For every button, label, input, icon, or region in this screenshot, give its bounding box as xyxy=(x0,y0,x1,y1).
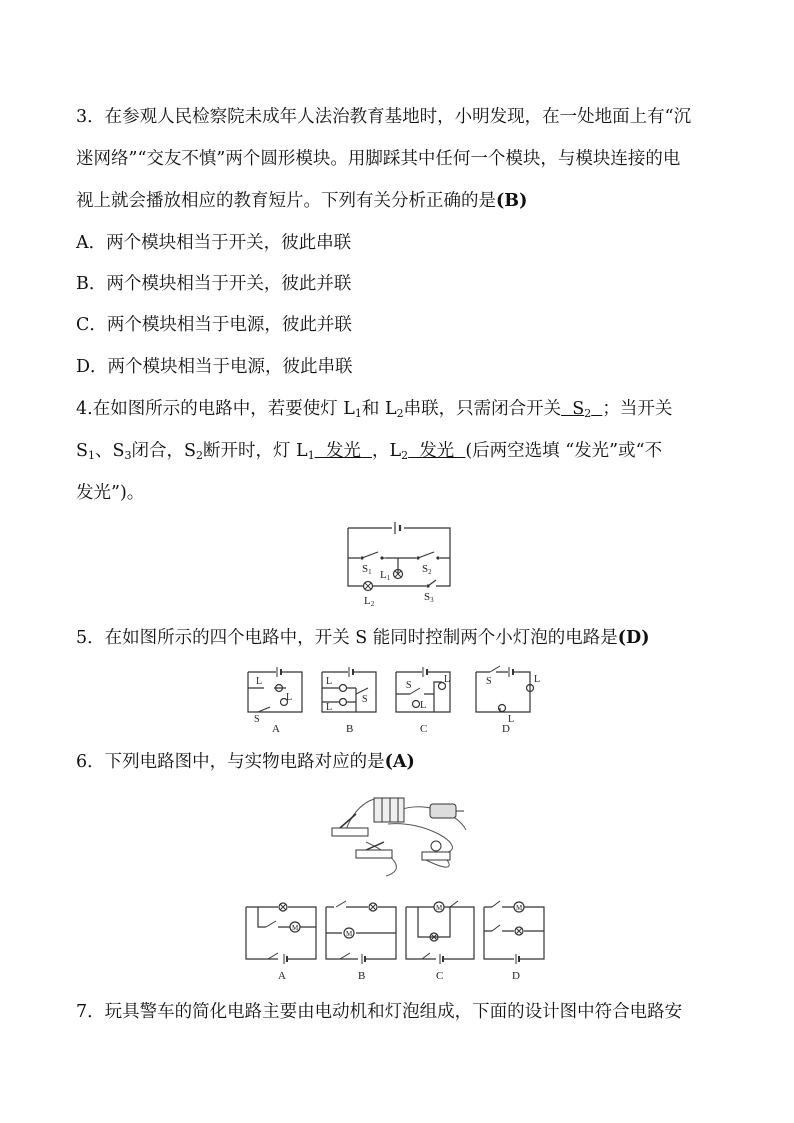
q4-text: 和 L xyxy=(361,399,397,419)
switch-s2-icon xyxy=(416,552,439,560)
lamp-l2-icon xyxy=(364,582,373,591)
q3-line-3 xyxy=(76,180,740,222)
q5-circuit-c xyxy=(396,667,450,735)
q4-text: 串联，只需闭合开关 xyxy=(403,399,562,419)
q6-circuits xyxy=(238,893,550,983)
q5-b-l1-label: L xyxy=(326,676,333,687)
q6-stem: 6．下列电路图中，与实物电路对应的是 xyxy=(76,752,385,772)
q5-a-l1-label: L xyxy=(256,676,263,687)
q4-circuit-diagram xyxy=(340,516,460,606)
q4-blank-1 xyxy=(561,399,602,419)
q5-b-s-label: S xyxy=(362,694,368,705)
q3-option-a: A．两个模块相当于开关，彼此串联 xyxy=(76,233,352,253)
q5-b-l2-label: L xyxy=(326,702,333,713)
q4-line-3: 发光”)。 xyxy=(76,483,145,503)
q6-circuit-c xyxy=(406,901,474,982)
q5-label-c: C xyxy=(420,723,428,735)
q6-answer: (A) xyxy=(384,752,415,772)
q4-text: 、S xyxy=(95,441,125,461)
q6-d-motor-label: M xyxy=(516,904,523,912)
q4-text: ；当开关 xyxy=(602,399,673,419)
q5-circuit-d xyxy=(476,666,540,735)
q5-a-s-label: S xyxy=(254,714,260,725)
q5-c-l1-label: L xyxy=(420,700,427,711)
q6-circuit-d xyxy=(484,901,544,982)
q3-option-b: B．两个模块相当于开关，彼此并联 xyxy=(76,274,352,294)
q6-line-1 xyxy=(76,741,740,783)
q5-c-l2-label: L xyxy=(444,674,451,685)
motor-icon xyxy=(430,804,464,818)
label-s1: S1 xyxy=(362,563,372,576)
switch-icon xyxy=(356,842,392,858)
q5-circuit-a xyxy=(248,667,302,735)
q4-sub: 2 xyxy=(396,407,404,420)
label-l1: L1 xyxy=(380,569,391,582)
q4-text: ，L xyxy=(371,441,402,461)
q5-d-l2-label: L xyxy=(534,674,541,685)
q4-sub: 1 xyxy=(307,449,315,462)
q4-text: (后两空选填 “发光”或“不 xyxy=(465,441,663,461)
q4-sub: 3 xyxy=(124,449,132,462)
q5-d-l1-label: L xyxy=(508,714,515,725)
q5-d-s-label: S xyxy=(486,676,492,687)
q3-stem-end: 视上就会播放相应的教育短片。下列有关分析正确的是 xyxy=(76,191,496,211)
q4-blank-1-text: S xyxy=(561,399,585,419)
battery-icon xyxy=(395,522,400,534)
q4-blank-1-tail xyxy=(591,399,602,419)
q5-line-1 xyxy=(76,617,740,659)
q4-sub: 2 xyxy=(196,449,203,462)
q3-answer: (B) xyxy=(496,191,528,211)
q5-circuits xyxy=(244,664,554,736)
q4-line-2 xyxy=(76,430,740,472)
q6-circuit-a xyxy=(246,903,316,982)
q3-line-1: 3．在参观人民检察院未成年人法治教育基地时，小明发现，在一处地面上有“沉 xyxy=(76,107,692,127)
q6-b-motor-label: M xyxy=(346,930,353,938)
q3-option-c: C．两个模块相当于电源，彼此并联 xyxy=(76,315,352,335)
q5-circuit-b xyxy=(322,667,376,735)
q4-text: 4.在如图所示的电路中，若要使灯 L xyxy=(76,399,355,419)
q5-label-b: B xyxy=(346,723,354,735)
q4-text: S xyxy=(76,441,88,461)
label-s2: S2 xyxy=(422,563,432,576)
q6-c-motor-label: M xyxy=(436,904,443,912)
label-l2: L2 xyxy=(364,595,375,608)
q5-a-l2-label: L xyxy=(286,692,293,703)
q5-stem: 5．在如图所示的四个电路中，开关 S 能同时控制两个小灯泡的电路是 xyxy=(76,628,618,648)
q5-label-d: D xyxy=(502,723,510,735)
q5-c-s-label: S xyxy=(406,680,412,691)
q4-sub: 1 xyxy=(354,407,362,420)
q4-sub: 2 xyxy=(401,449,409,462)
q6-label-a: A xyxy=(278,970,286,982)
q6-label-c: C xyxy=(436,970,444,982)
q7-line-1: 7．玩具警车的简化电路主要由电动机和灯泡组成，下面的设计图中符合电路安 xyxy=(76,1002,683,1022)
q5-label-a: A xyxy=(272,723,280,735)
q4-blank-2: 发光 xyxy=(314,441,372,461)
q6-label-b: B xyxy=(358,970,366,982)
q4-line-1 xyxy=(76,388,740,430)
battery-box-icon xyxy=(374,798,404,822)
label-s3: S3 xyxy=(424,591,434,604)
q6-a-motor-label: M xyxy=(292,924,299,932)
q3-option-d: D．两个模块相当于电源，彼此串联 xyxy=(76,357,353,377)
switch-icon xyxy=(332,814,368,836)
q4-sub: 1 xyxy=(88,449,95,462)
q4-text: 断开时，灯 L xyxy=(203,441,308,461)
q6-physical-circuit-image xyxy=(326,790,476,880)
switch-s1-icon xyxy=(360,552,386,560)
q5-answer: (D) xyxy=(617,628,650,648)
q4-sub: 2 xyxy=(584,407,592,420)
q6-label-d: D xyxy=(512,970,520,982)
q6-circuit-b xyxy=(326,901,396,982)
bulb-icon xyxy=(422,841,450,860)
q3-line-2: 迷网络”“交友不慎”两个圆形模块。用脚踩其中任何一个模块，与模块连接的电 xyxy=(76,149,681,169)
switch-s3-icon xyxy=(426,580,436,588)
q4-text: 闭合，S xyxy=(131,441,196,461)
q4-blank-3: 发光 xyxy=(408,441,466,461)
